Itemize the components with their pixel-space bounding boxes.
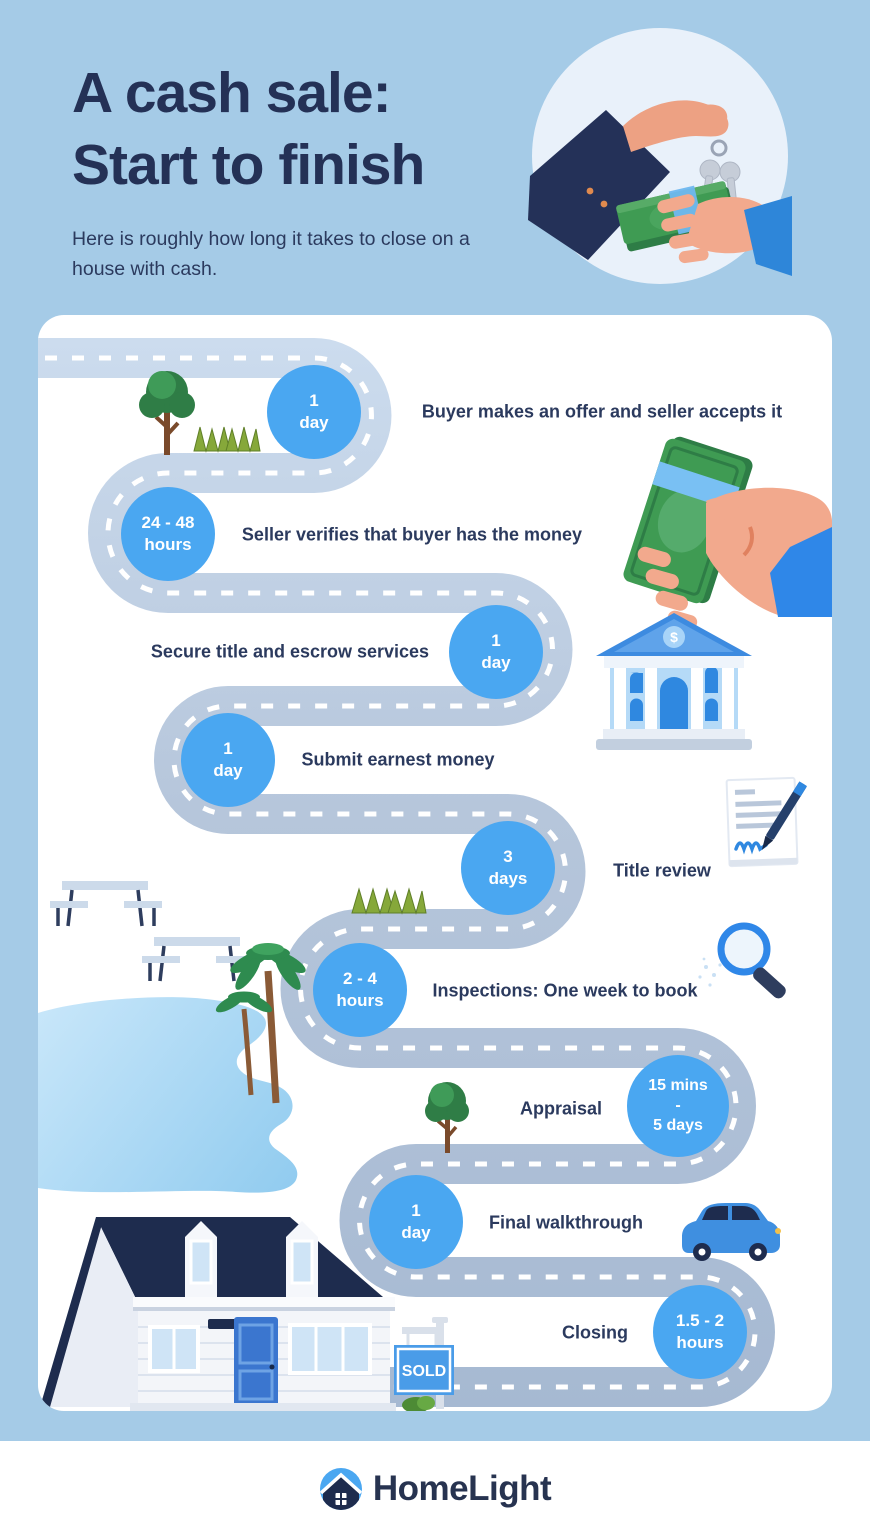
step-duration-6: 2 - 4 hours <box>313 943 407 1037</box>
signed-document-icon <box>727 778 807 866</box>
magnifying-glass-icon <box>698 926 788 1001</box>
step-label-3: Secure title and escrow services <box>150 641 430 662</box>
step-duration-4: 1 day <box>181 713 275 807</box>
step-label-5: Title review <box>613 860 711 881</box>
grass-icon-2 <box>352 889 426 913</box>
header <box>72 58 542 284</box>
step-label-6: Inspections: One week to book <box>432 980 698 1001</box>
step-duration-1: 1 day <box>267 365 361 459</box>
page-title <box>72 58 542 202</box>
step-label-7: Appraisal <box>519 1098 603 1119</box>
picnic-table-icon <box>50 881 162 926</box>
grass-icon <box>194 427 260 451</box>
step-duration-9: 1.5 - 2 hours <box>653 1285 747 1379</box>
step-label-4: Submit earnest money <box>301 749 495 770</box>
car-icon <box>682 1203 781 1261</box>
step-label-8: Final walkthrough <box>488 1212 644 1233</box>
bank-dollar-sign: $ <box>670 629 678 645</box>
step-duration-5: 3 days <box>461 821 555 915</box>
dormer-icon <box>185 1221 217 1297</box>
timeline-card <box>38 315 832 1411</box>
step-duration-2: 24 - 48 hours <box>121 487 215 581</box>
step-label-9: Closing <box>562 1322 628 1343</box>
cash-in-hand-icon <box>621 433 832 631</box>
small-tree-icon <box>425 1082 469 1153</box>
step-label-1: Buyer makes an offer and seller accepts it <box>421 401 783 422</box>
step-duration-7: 15 mins - 5 days <box>627 1055 729 1157</box>
footer <box>0 1441 870 1536</box>
dormer-icon-2 <box>286 1221 318 1297</box>
step-label-2: Seller verifies that buyer has the money <box>241 524 583 545</box>
homelight-wordmark: HomeLight <box>372 1468 552 1508</box>
lake-illustration <box>38 997 297 1193</box>
homelight-logo-icon <box>319 1467 363 1511</box>
house-illustration <box>40 1217 396 1411</box>
sold-sign-text: SOLD <box>401 1363 447 1380</box>
title-line-2: Start to finish <box>72 132 425 197</box>
picnic-table-icon-2 <box>142 937 254 981</box>
page-subtitle: Here is roughly how long it takes to close on a house with cash. <box>72 227 470 280</box>
tree-icon <box>139 371 195 455</box>
step-duration-8: 1 day <box>369 1175 463 1269</box>
keys-cash-exchange-illustration <box>528 24 792 288</box>
title-line-1: A cash sale: <box>72 61 391 125</box>
bank-icon <box>596 613 752 750</box>
step-duration-3: 1 day <box>449 605 543 699</box>
front-door-icon <box>234 1317 278 1407</box>
